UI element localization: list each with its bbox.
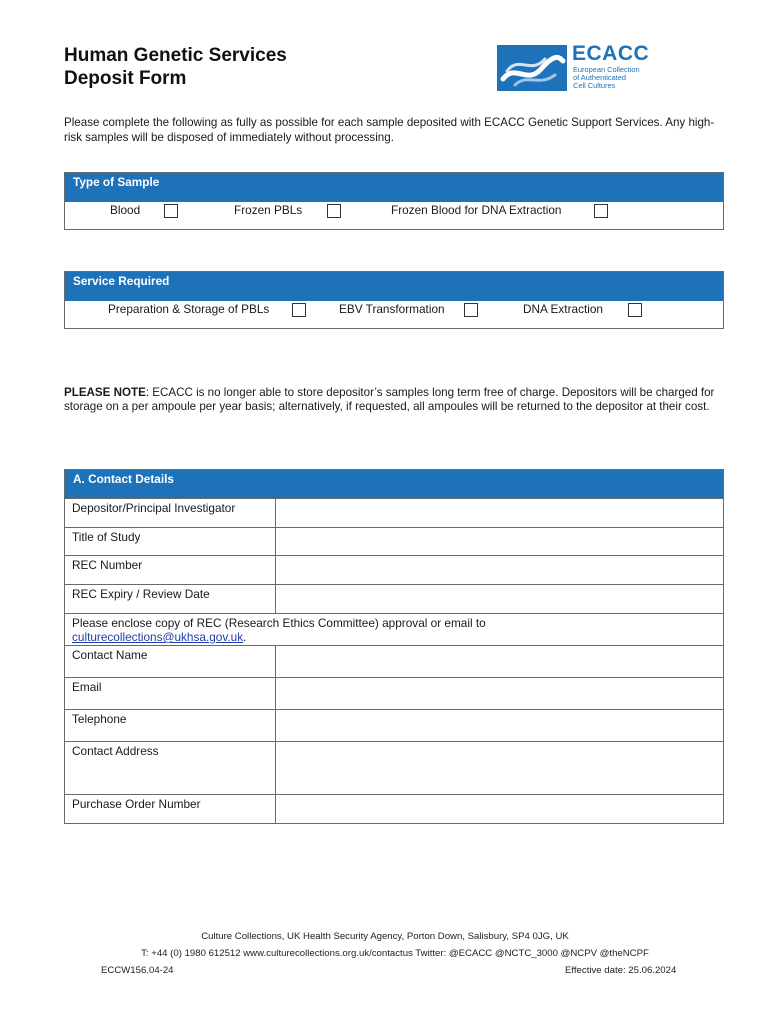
field-label-contact-name: Contact Name [65, 646, 276, 678]
contact-heading: A. Contact Details [64, 469, 724, 498]
field-input-purchase-order[interactable] [276, 795, 724, 824]
rec-approval-note [65, 614, 724, 646]
service-option-pbl-storage-checkbox[interactable] [292, 303, 306, 317]
field-label-contact-address: Contact Address [65, 742, 276, 795]
service-option-dna-extraction-label: DNA Extraction [523, 302, 603, 316]
service-option-ebv-label: EBV Transformation [339, 302, 445, 316]
service-option-ebv-checkbox[interactable] [464, 303, 478, 317]
table-row [65, 742, 724, 795]
service-option-dna-extraction-checkbox[interactable] [628, 303, 642, 317]
sample-option-frozen-pbls-label: Frozen PBLs [234, 203, 303, 217]
field-label-depositor: Depositor/Principal Investigator [65, 499, 276, 528]
field-label-rec-expiry: REC Expiry / Review Date [65, 585, 276, 614]
field-input-contact-name[interactable] [276, 646, 724, 678]
field-input-email[interactable] [276, 678, 724, 710]
service-heading: Service Required [65, 272, 723, 301]
sample-option-blood-checkbox[interactable] [164, 204, 178, 218]
table-row [65, 556, 724, 585]
table-row [65, 646, 724, 678]
contact-section [64, 469, 724, 824]
table-row [65, 585, 724, 614]
footer-effective-date: Effective date: 25.06.2024 [565, 965, 677, 976]
field-label-purchase-order: Purchase Order Number [65, 795, 276, 824]
footer-doc-code: ECCW156.04-24 [101, 965, 174, 976]
logo-tagline-line-3: Cell Cultures [573, 81, 616, 90]
sample-option-frozen-blood-dna-checkbox[interactable] [594, 204, 608, 218]
table-row [65, 614, 724, 646]
page-title [64, 44, 287, 90]
rec-email-link[interactable]: culturecollections@ukhsa.gov.uk [72, 630, 244, 644]
please-note-label: PLEASE NOTE [64, 386, 146, 399]
logo-tagline [573, 66, 640, 90]
table-row [65, 795, 724, 824]
field-label-telephone: Telephone [65, 710, 276, 742]
footer-address: Culture Collections, UK Health Security Agency, Porton Down, Salisbury, SP4 0JG, UK [201, 931, 569, 942]
title-line-2: Deposit Form [64, 68, 187, 89]
please-note-text: : ECACC is no longer able to store depositor’s samples long term free of charge. Depositors will be charged for storage on a per ampoule per year basis; alternatively, if requested, all ampoules will be returned to the depositor at their cost. [64, 386, 715, 414]
logo-tagline-line-1: European Collection [573, 65, 640, 74]
table-row [65, 678, 724, 710]
rec-note-period: . [243, 630, 247, 644]
table-row [65, 528, 724, 556]
field-input-rec-number[interactable] [276, 556, 724, 585]
ecacc-logo [497, 42, 657, 91]
ecacc-logo-mark-icon [497, 45, 567, 91]
table-row [65, 710, 724, 742]
logo-wordmark: ECACC [572, 42, 650, 65]
field-input-depositor[interactable] [276, 499, 724, 528]
field-label-rec-number: REC Number [65, 556, 276, 585]
sample-type-heading: Type of Sample [65, 173, 723, 202]
service-option-pbl-storage-label: Preparation & Storage of PBLs [108, 302, 270, 316]
service-section [64, 271, 724, 329]
sample-option-frozen-blood-dna-label: Frozen Blood for DNA Extraction [391, 203, 562, 217]
please-note [64, 386, 726, 414]
table-row [65, 499, 724, 528]
field-input-rec-expiry[interactable] [276, 585, 724, 614]
field-label-study-title: Title of Study [65, 528, 276, 556]
footer-contact: T: +44 (0) 1980 612512 www.culturecollections.org.uk/contactus Twitter: @ECACC @NCTC_3000 @NCPV @theNCPF [141, 948, 649, 959]
field-input-contact-address[interactable] [276, 742, 724, 795]
field-input-telephone[interactable] [276, 710, 724, 742]
field-input-study-title[interactable] [276, 528, 724, 556]
sample-type-section [64, 172, 724, 230]
sample-option-frozen-pbls-checkbox[interactable] [327, 204, 341, 218]
contact-table [64, 498, 724, 824]
title-line-1: Human Genetic Services [64, 45, 287, 66]
field-label-email: Email [65, 678, 276, 710]
intro-text: Please complete the following as fully as possible for each sample deposited with ECACC Genetic Support Services. Any high-risk samples will be disposed of immediately without processing. [64, 116, 715, 144]
rec-note-text: Please enclose copy of REC (Research Ethics Committee) approval or email to [72, 616, 486, 630]
sample-option-blood-label: Blood [110, 203, 141, 217]
logo-tagline-line-2: of Authenticated [573, 73, 627, 82]
